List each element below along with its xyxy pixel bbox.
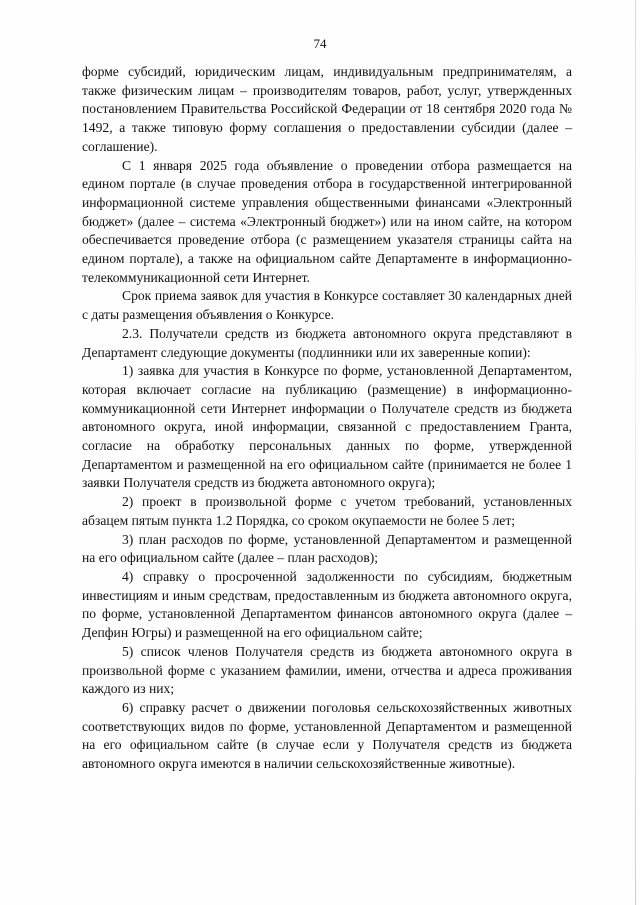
- paragraph-section-2-3: 2.3. Получатели средств из бюджета автономного округа представляют в Департамент следующие документы (подлинники или их заверенные копии):: [82, 325, 572, 360]
- paragraph-portal-announcement: С 1 января 2025 года объявление о проведении отбора размещается на едином портале (в случае проведения отбора в государственной интегрированной информационной системе управления общественными финансами «Электронный бюджет» (далее – система «Электронный бюджет») или на ином сайте, на котором обеспечивается проведение отбора (с размещением указателя страницы сайта на едином портале), а также на официальном сайте Департаменте в информационно-телекоммуникационной сети Интернет.: [82, 157, 572, 285]
- list-item-3: 3) план расходов по форме, установленной Департаментом и размещенной на его официальном сайте (далее – план расходов);: [82, 531, 572, 566]
- list-item-4: 4) справку о просроченной задолженности по субсидиям, бюджетным инвестициям и иным средствам, предоставленным из бюджета автономного округа, по форме, установленной Департаментом финансов автономного округа (далее – Депфин Югры) и размещенной на его официальном сайте;: [82, 568, 572, 641]
- page-edge-shadow: [635, 0, 636, 905]
- page-number: 74: [313, 36, 327, 51]
- list-item-1: 1) заявка для участия в Конкурсе по форме, установленной Департаментом, которая включает согласие на публикацию (размещение) в информационно-коммуникационной сети Интернет информации о Получателе средств из бюджета автономного округа, иной информации, связанной с предоставлением Гранта, согласие на обработку персональных данных по форме, утвержденной Департаментом и размещенной на его официальном сайте (принимается не более 1 заявки Получателя средств из бюджета автономного округа);: [82, 363, 572, 491]
- list-item-5: 5) список членов Получателя средств из бюджета автономного округа в произвольной форме с указанием фамилии, имени, отчества и адреса проживания каждого из них;: [82, 643, 572, 697]
- list-item-2: 2) проект в произвольной форме с учетом требований, установленных абзацем пятым пункта 1.2 Порядка, со сроком окупаемости не более 5 лет;: [82, 494, 572, 528]
- paragraph-application-term: Срок приема заявок для участия в Конкурсе составляет 30 календарных дней с даты размещения объявления о Конкурсе.: [82, 288, 572, 323]
- paragraph-continuation: форме субсидий, юридическим лицам, индивидуальным предпринимателям, а также физическим лицам – производителям товаров, работ, услуг, утвержденных постановлением Правительства Российской Федерации от 18 сентября 2020 года № 1492, а также типовую форму соглашения о предоставлении субсидии (далее – соглашение).: [82, 64, 572, 154]
- document-body: [82, 63, 572, 774]
- list-item-6: 6) справку расчет о движении поголовья сельскохозяйственных животных соответствующих видов по форме, установленной Департаментом и размещенной на его официальном сайте (в случае если у Получателя средств из бюджета автономного округа имеются в наличии сельскохозяйственные животные).: [82, 699, 572, 772]
